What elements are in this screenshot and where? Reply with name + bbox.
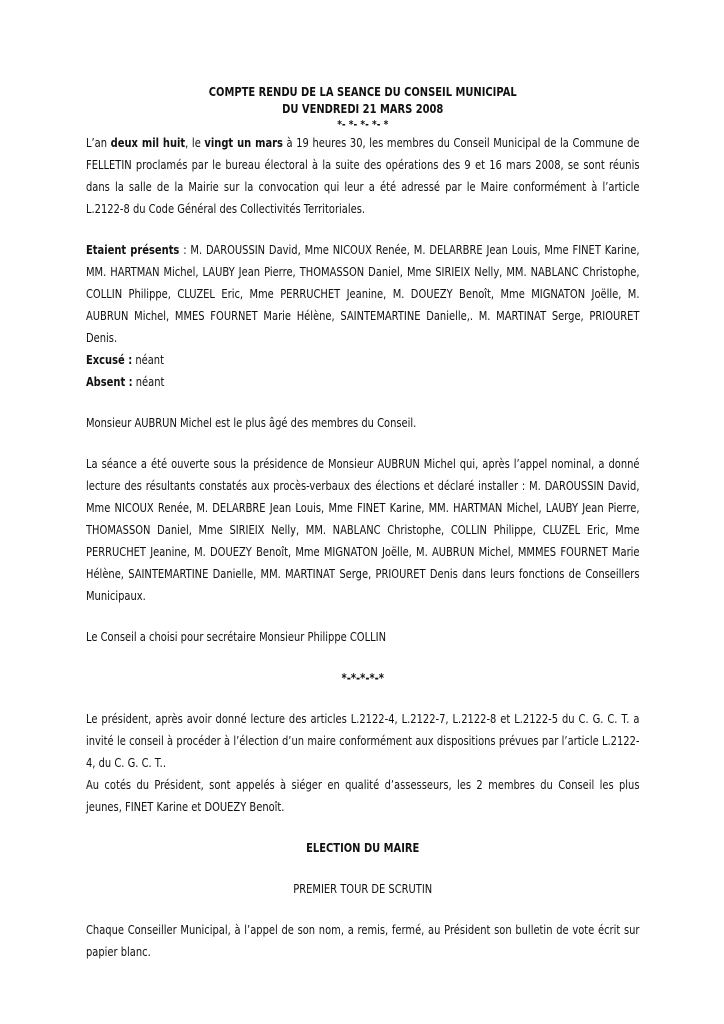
president-paragraph: Le président, après avoir donné lecture des articles L.2122-4, L.2122-7, L.2122-8 et L.2122-5 du C. G. C. T. a invité le conseil à procéder à l’élection d’un maire conformément aux dispositions prévues par l’article L.2122-4, du C. G. C. T..: [86, 712, 640, 770]
vote-paragraph: Chaque Conseiller Municipal, à l’appel de son nom, a remis, fermé, au Président son bulletin de vote écrit sur papier blanc.: [86, 923, 640, 959]
document-page: [86, 84, 640, 963]
intro-paragraph: L’an deux mil huit, le vingt un mars à 19 heures 30, les membres du Conseil Municipal de la Commune de FELLETIN proclamés par le bureau électoral à la suite des opérations des 9 et 16 mars 2008, se sont réunis dans la salle de la Mairie sur la convocation qui leur a été adressé par le Maire conformément à l’article L.2122-8 du Code Général des Collectivités Territoriales.: [86, 136, 640, 216]
eldest-member-paragraph: Monsieur AUBRUN Michel est le plus âgé des membres du Conseil.: [86, 416, 417, 430]
opening-paragraph: La séance a été ouverte sous la présidence de Monsieur AUBRUN Michel qui, après l’appel nominal, a donné lecture des résultants constatés aux procès-verbaux des élections et déclaré installer : M. DAROUSSIN David, Mme NICOUX Renée, M. DELARBRE Jean Louis, Mme FINET Karine, MM. HARTMAN Michel, LAUBY Jean Pierre, THOMASSON Daniel, Mme SIRIEIX Nelly, MM. NABLANC Christophe, COLLIN Philippe, CLUZEL Eric, Mme PERRUCHET Jeanine, M. DOUEZY Benoît, Mme MIGNATON Joëlle, M. AUBRUN Michel, MMMES FOURNET Marie Hélène, SAINTEMARTINE Danielle, MM. MARTINAT Serge, PRIOURET Denis dans leurs fonctions de Conseillers Municipaux.: [86, 457, 640, 603]
section-separator: *-*-*-*-*: [341, 671, 384, 685]
present-members: Etaient présents : M. DAROUSSIN David, Mme NICOUX Renée, M. DELARBRE Jean Louis, Mme FINET Karine, MM. HARTMAN Michel, LAUBY Jean Pierre, THOMASSON Daniel, Mme SIRIEIX Nelly, MM. NABLANC Christophe, COLLIN Philippe, CLUZEL Eric, Mme PERRUCHET Jeanine, M. DOUEZY Benoît, Mme MIGNATON Joëlle, M. AUBRUN Michel, MMES FOURNET Marie Hélène, SAINTEMARTINE Danielle,. M. MARTINAT Serge, PRIOURET Denis.: [86, 243, 640, 345]
absent-line: Absent : néant: [86, 375, 165, 389]
secretary-paragraph: Le Conseil a choisi pour secrétaire Monsieur Philippe COLLIN: [86, 630, 387, 644]
election-heading: ELECTION DU MAIRE: [306, 841, 420, 855]
document-title: COMPTE RENDU DE LA SEANCE DU CONSEIL MUNICIPAL: [208, 85, 517, 99]
present-label: Etaient présents: [86, 243, 180, 257]
document-date: DU VENDREDI 21 MARS 2008: [282, 102, 444, 116]
title-ornament: *- *- *- *- *: [337, 118, 389, 131]
excused-line: Excusé : néant: [86, 353, 164, 367]
assessors-paragraph: Au cotés du Président, sont appelés à siéger en qualité d’assesseurs, les 2 membres du Conseil les plus jeunes, FINET Karine et DOUEZY Benoît.: [86, 778, 640, 814]
round-heading: PREMIER TOUR DE SCRUTIN: [293, 882, 433, 896]
